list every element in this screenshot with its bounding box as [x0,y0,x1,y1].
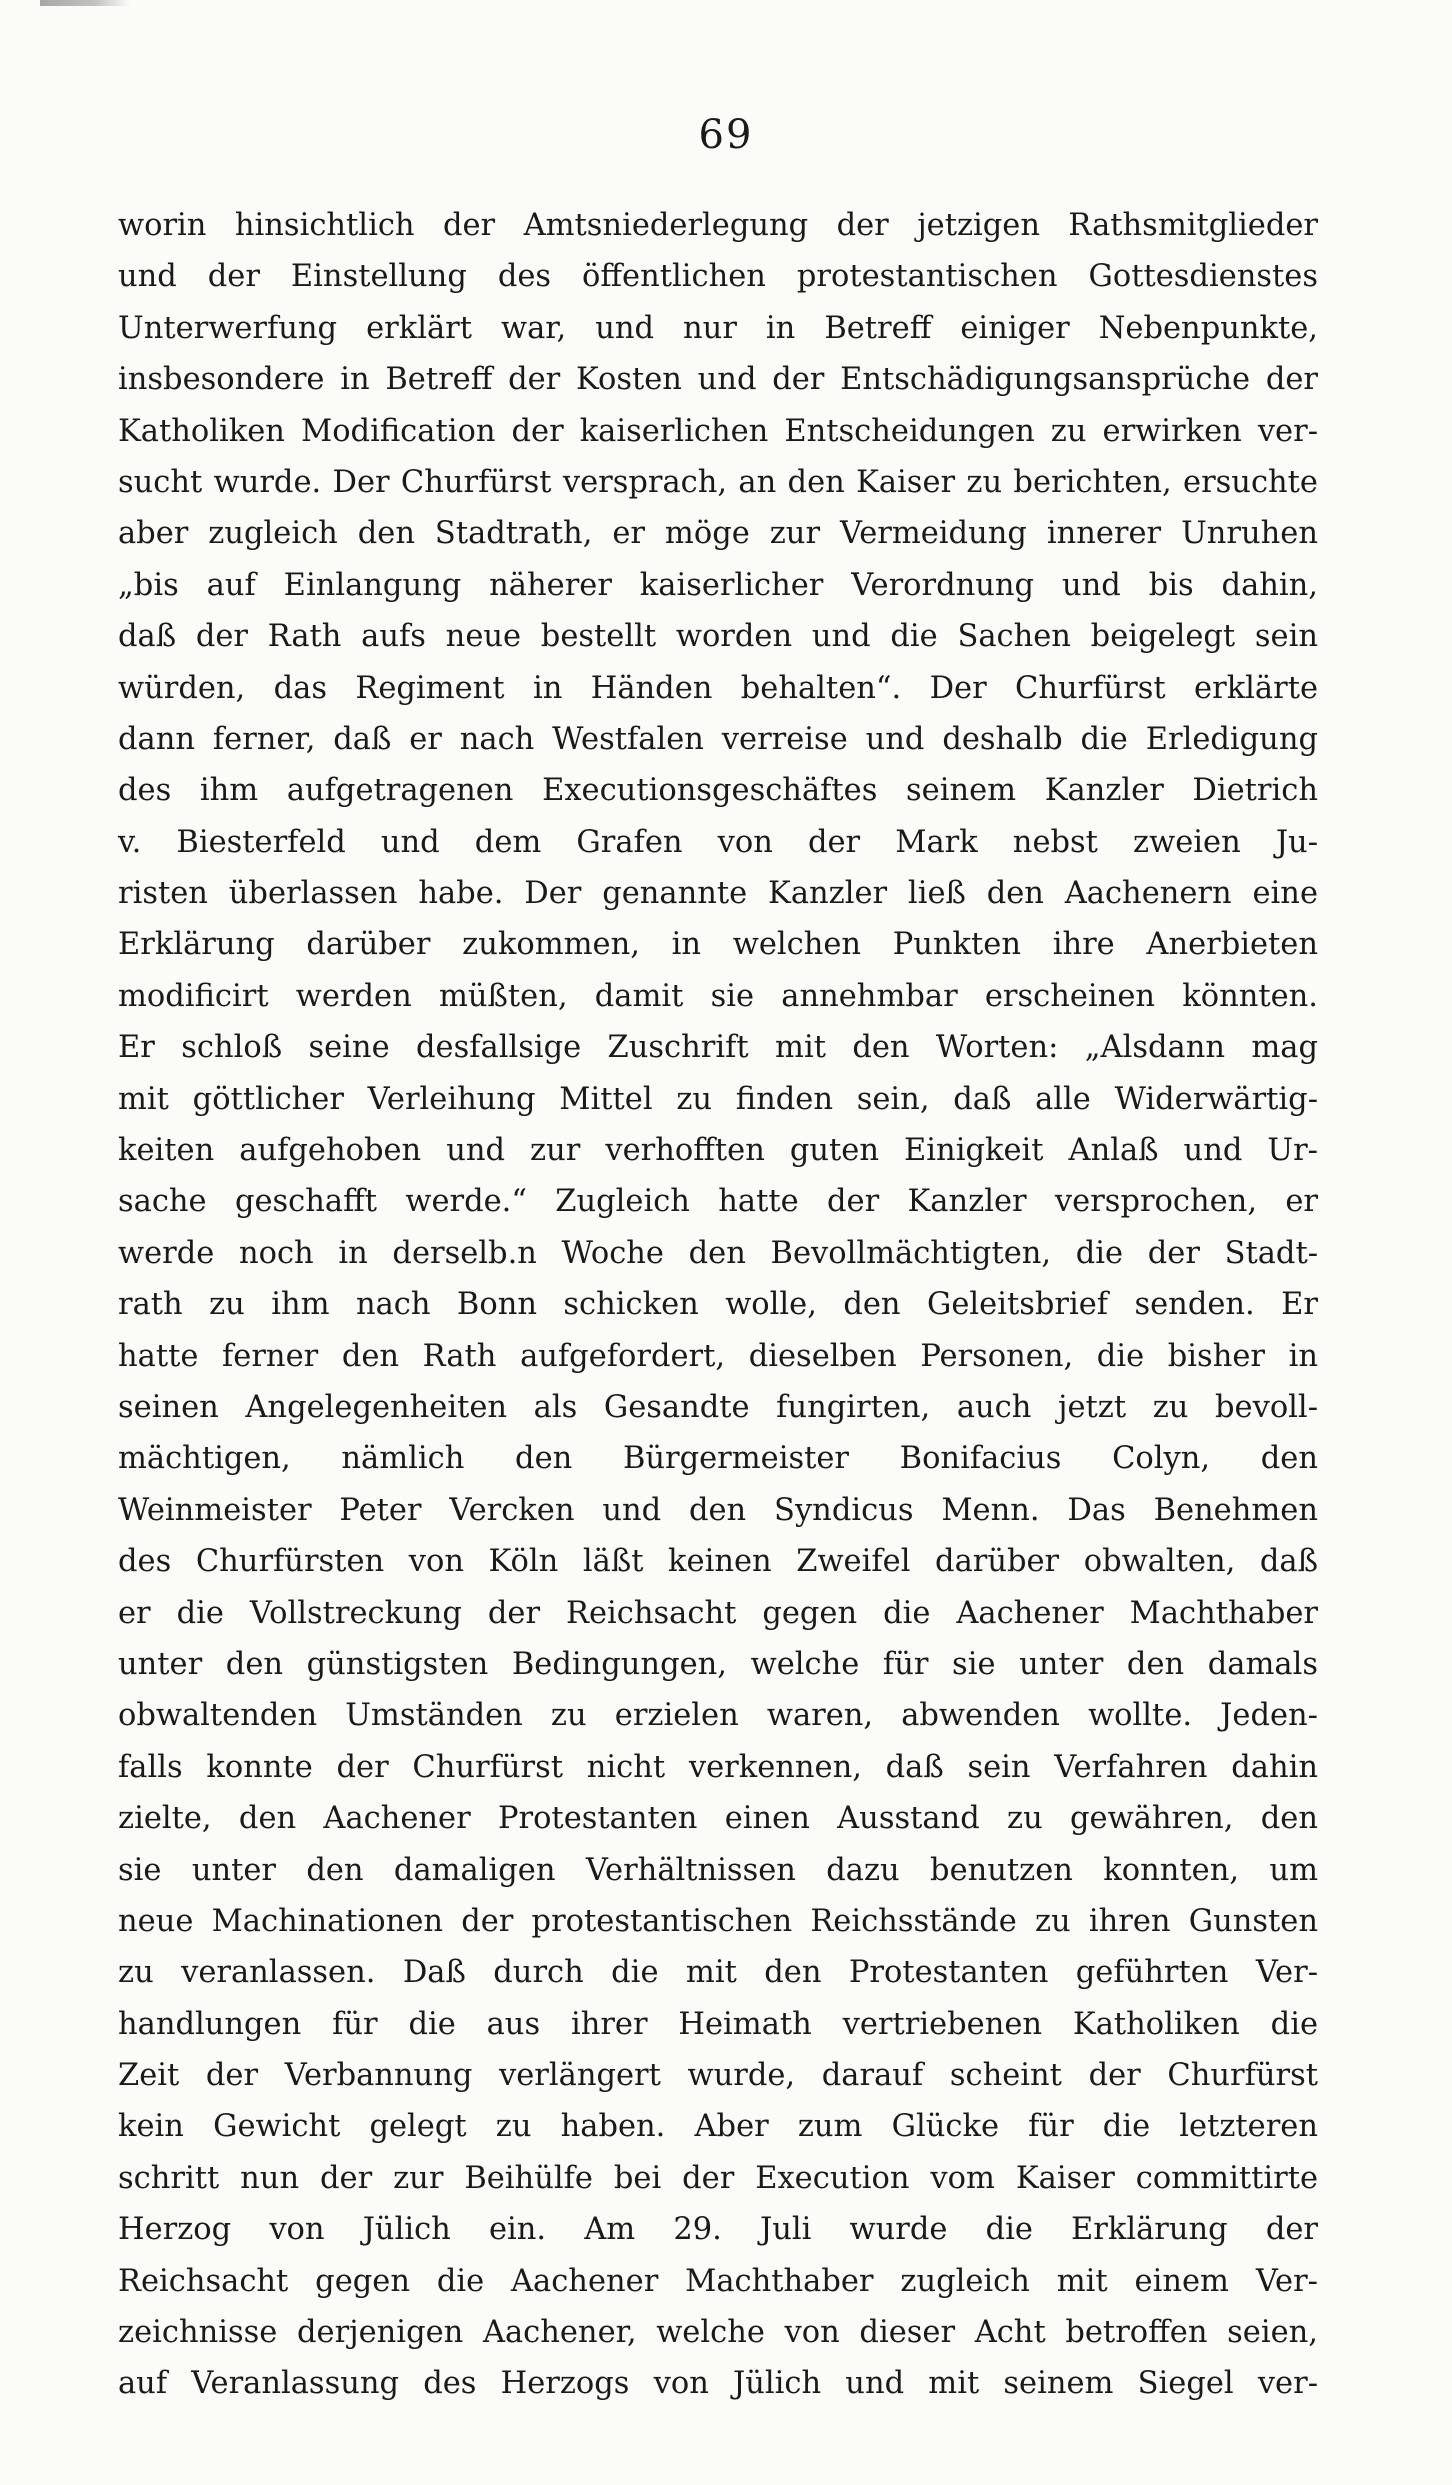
text-line: Zeit der Verbannung verlängert wurde, darauf scheint der Churfürst [118,2058,1318,2094]
text-line: Erklärung darüber zukommen, in welchen Punkten ihre Anerbieten [118,927,1318,963]
text-line: falls konnte der Churfürst nicht verkennen, daß sein Verfahren dahin [118,1749,1318,1785]
text-line: seinen Angelegenheiten als Gesandte fungirten, auch jetzt zu bevoll- [118,1389,1318,1425]
text-line: er die Vollstreckung der Reichsacht gegen die Aachener Machthaber [118,1595,1318,1631]
text-line: insbesondere in Betreff der Kosten und der Entschädigungsansprüche der [118,362,1318,398]
text-line: Herzog von Jülich ein. Am 29. Juli wurde die Erklärung der [118,2212,1318,2248]
text-line: handlungen für die aus ihrer Heimath vertriebenen Katholiken die [118,2006,1318,2042]
text-line: Reichsacht gegen die Aachener Machthaber zugleich mit einem Ver- [118,2263,1318,2299]
text-line: sucht wurde. Der Churfürst versprach, an den Kaiser zu berichten, ersuchte [118,464,1318,500]
text-line: Er schloß seine desfallsige Zuschrift mit den Worten: „Alsdann mag [118,1030,1318,1066]
text-line: neue Machinationen der protestantischen Reichsstände zu ihren Gunsten [118,1903,1318,1939]
text-line: zu veranlassen. Daß durch die mit den Protestanten geführten Ver- [118,1955,1318,1991]
text-line: sache geschafft werde.“ Zugleich hatte der Kanzler versprochen, er [118,1184,1318,1220]
text-line: werde noch in derselb.n Woche den Bevollmächtigten, die der Stadt- [118,1235,1318,1271]
text-line: keiten aufgehoben und zur verhofften guten Einigkeit Anlaß und Ur- [118,1133,1318,1169]
text-line: modificirt werden müßten, damit sie annehmbar erscheinen könnten. [118,978,1318,1014]
text-line: des ihm aufgetragenen Executionsgeschäftes seinem Kanzler Dietrich [118,773,1318,809]
text-line: daß der Rath aufs neue bestellt worden und die Sachen beigelegt sein [118,619,1318,655]
page-number: 69 [698,112,754,158]
text-line: worin hinsichtlich der Amtsniederlegung der jetzigen Rathsmitglieder [118,208,1318,243]
text-line: würden, das Regiment in Händen behalten“. Der Churfürst erklärte [118,670,1318,706]
text-line: v. Biesterfeld und dem Grafen von der Mark nebst zweien Ju- [118,824,1318,860]
text-line: rath zu ihm nach Bonn schicken wolle, den Geleitsbrief senden. Er [118,1287,1318,1323]
text-line: des Churfürsten von Köln läßt keinen Zweifel darüber obwalten, daß [118,1544,1318,1580]
text-line: risten überlassen habe. Der genannte Kanzler ließ den Aachenern eine [118,876,1318,912]
text-line: obwaltenden Umständen zu erzielen waren, abwenden wollte. Jeden- [118,1698,1318,1734]
text-line: dann ferner, daß er nach Westfalen verreise und deshalb die Erledigung [118,721,1318,757]
text-line: „bis auf Einlangung näherer kaiserlicher Verordnung und bis dahin, [118,567,1318,603]
text-line: mit göttlicher Verleihung Mittel zu finden sein, daß alle Widerwärtig- [118,1081,1318,1117]
text-line: Unterwerfung erklärt war, und nur in Betreff einiger Nebenpunkte, [118,310,1318,346]
scan-artifact [40,0,130,6]
text-line: zielte, den Aachener Protestanten einen Ausstand zu gewähren, den [118,1801,1318,1837]
text-line: schritt nun der zur Beihülfe bei der Execution vom Kaiser committirte [118,2160,1318,2196]
text-line: Katholiken Modification der kaiserlichen Entscheidungen zu erwirken ver- [118,413,1318,449]
text-line: und der Einstellung des öffentlichen protestantischen Gottesdienstes [118,259,1318,295]
text-line: mächtigen, nämlich den Bürgermeister Bonifacius Colyn, den [118,1441,1318,1477]
text-line: auf Veranlassung des Herzogs von Jülich und mit seinem Siegel ver- [118,2366,1318,2402]
text-line: sie unter den damaligen Verhältnissen dazu benutzen konnten, um [118,1852,1318,1888]
body-text [118,200,1318,2410]
text-line: unter den günstigsten Bedingungen, welche für sie unter den damals [118,1646,1318,1682]
text-line: aber zugleich den Stadtrath, er möge zur Vermeidung innerer Unruhen [118,516,1318,552]
text-line: zeichnisse derjenigen Aachener, welche von dieser Acht betroffen seien, [118,2315,1318,2351]
text-line: Weinmeister Peter Vercken und den Syndicus Menn. Das Benehmen [118,1492,1318,1528]
text-line: kein Gewicht gelegt zu haben. Aber zum Glücke für die letzteren [118,2109,1318,2145]
text-line: hatte ferner den Rath aufgefordert, dieselben Personen, die bisher in [118,1338,1318,1374]
